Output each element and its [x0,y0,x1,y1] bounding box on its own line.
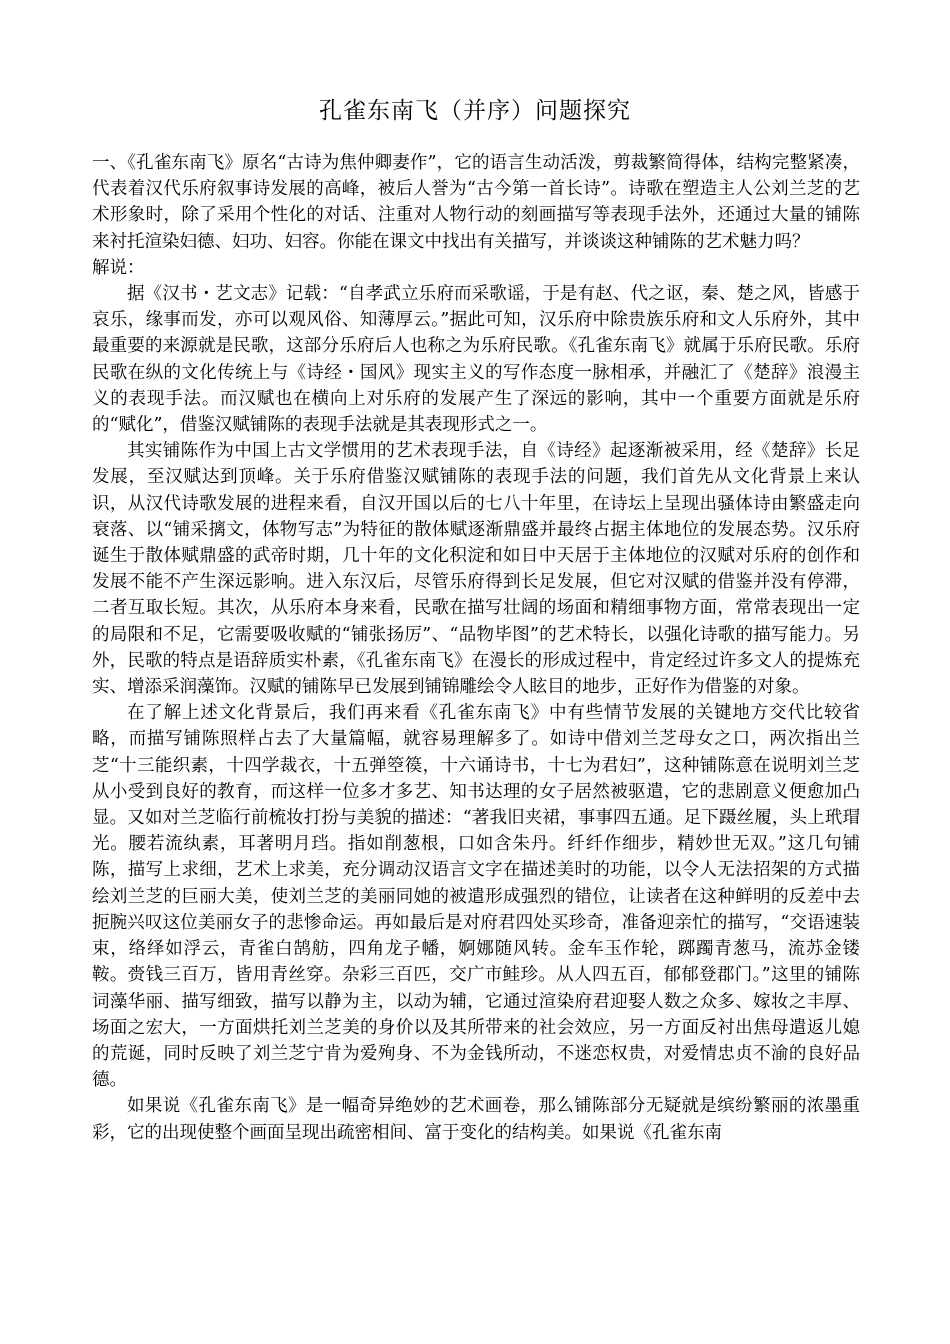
question-paragraph: 一、《孔雀东南飞》原名“古诗为焦仲卿妻作”，它的语言生动活泼，剪裁繁简得体，结构完整紧凑，代表着汉代乐府叙事诗发展的高峰，被后人誉为“古今第一首长诗”。诗歌在塑造主人公刘兰芝的艺术形象时，除了采用个性化的对话、注重对人物行动的刻画描写等表现手法外，还通过大量的铺陈来衬托渲染妇德、妇功、妇容。你能在课文中找出有关描写，并谈谈这种铺陈的艺术魅力吗？ [92,153,860,252]
body-paragraph-2: 其实铺陈作为中国上古文学惯用的艺术表现手法，自《诗经》起逐渐被采用，经《楚辞》长足发展，至汉赋达到顶峰。关于乐府借鉴汉赋铺陈的表现手法的问题，我们首先从文化背景上来认识，从汉代诗歌发展的进程来看，自汉开国以后的七八十年里，在诗坛上呈现出骚体诗由繁盛走向衰落、以“铺采摛文，体物写志”为特征的散体赋逐渐鼎盛并最终占据主体地位的发展态势。汉乐府诞生于散体赋鼎盛的武帝时期，几十年的文化积淀和如日中天居于主体地位的汉赋对乐府的创作和发展不能不产生深远影响。进入东汉后，尽管乐府得到长足发展，但它对汉赋的借鉴并没有停滞，二者互取长短。其次，从乐府本身来看，民歌在描写壮阔的场面和精细事物方面，常常表现出一定的局限和不足，它需要吸收赋的“铺张扬厉”、“品物毕图”的艺术特长，以强化诗歌的描写能力。另外，民歌的特点是语辞质实朴素，《孔雀东南飞》在漫长的形成过程中，肯定经过许多文人的提炼充实、增添采润藻饰。汉赋的铺陈早已发展到铺锦雕绘令人眩目的地步，正好作为借鉴的对象。 [92,441,860,698]
body-paragraph-4: 如果说《孔雀东南飞》是一幅奇异绝妙的艺术画卷，那么铺陈部分无疑就是缤纷繁丽的浓墨重彩，它的出现使整个画面呈现出疏密相间、富于变化的结构美。如果说《孔雀东南 [92,1096,860,1143]
document-body [92,150,860,1146]
body-paragraph-3: 在了解上述文化背景后，我们再来看《孔雀东南飞》中有些情节发展的关键地方交代比较省略，而描写铺陈照样占去了大量篇幅，就容易理解多了。如诗中借刘兰芝母女之口，两次指出兰芝“十三能织素，十四学裁衣，十五弹箜篌，十六诵诗书，十七为君妇”，这种铺陈意在说明刘兰芝从小受到良好的教育，而这样一位多才多艺、知书达理的女子居然被驱遣，它的悲剧意义便愈加凸显。又如对兰芝临行前梳妆打扮与美貌的描述：“著我旧夹裙，事事四五通。足下蹑丝履，头上玳瑁光。腰若流纨素，耳著明月珰。指如削葱根，口如含朱丹。纤纤作细步，精妙世无双。”这几句铺陈，描写上求细，艺术上求美，充分调动汉语言文字在描述美时的功能，以令人无法招架的方式描绘刘兰芝的巨丽大美，使刘兰芝的美丽同她的被遣形成强烈的错位，让读者在这种鲜明的反差中去扼腕兴叹这位美丽女子的悲惨命运。再如最后是对府君四处买珍奇，准备迎亲忙的描写，“交语速装束，络绎如浮云，青雀白鹄舫，四角龙子幡，婀娜随风转。金车玉作轮，踯躅青葱马，流苏金镂鞍。赍钱三百万，皆用青丝穿。杂彩三百匹，交广市鲑珍。从人四五百，郁郁登郡门。”这里的铺陈词藻华丽、描写细致，描写以静为主，以动为辅，它通过渲染府君迎娶人数之众多、嫁妆之丰厚、场面之宏大，一方面烘托刘兰芝美的身价以及其所带来的社会效应，另一方面反衬出焦母遣返儿媳的荒诞，同时反映了刘兰芝宁肯为爱殉身、不为金钱所动，不迷恋权贵，对爱情忠贞不渝的良好品德。 [92,703,860,1091]
answer-label: 解说： [92,257,145,278]
document-title: 孔雀东南飞（并序）问题探究 [319,98,631,124]
body-paragraph-1: 据《汉书・艺文志》记载：“自孝武立乐府而采歌谣，于是有赵、代之讴，秦、楚之风，皆感于哀乐，缘事而发，亦可以观风俗、知薄厚云。”据此可知，汉乐府中除贵族乐府和文人乐府外，其中最重要的来源就是民歌，这部分乐府后人也称之为乐府民歌。《孔雀东南飞》就属于乐府民歌。乐府民歌在纵的文化传统上与《诗经・国风》现实主义的写作态度一脉相承，并融汇了《楚辞》浪漫主义的表现手法。而汉赋也在横向上对乐府的发展产生了深远的影响，其中一个重要方面就是乐府的“赋化”，借鉴汉赋铺陈的表现手法就是其表现形式之一。 [92,284,860,436]
